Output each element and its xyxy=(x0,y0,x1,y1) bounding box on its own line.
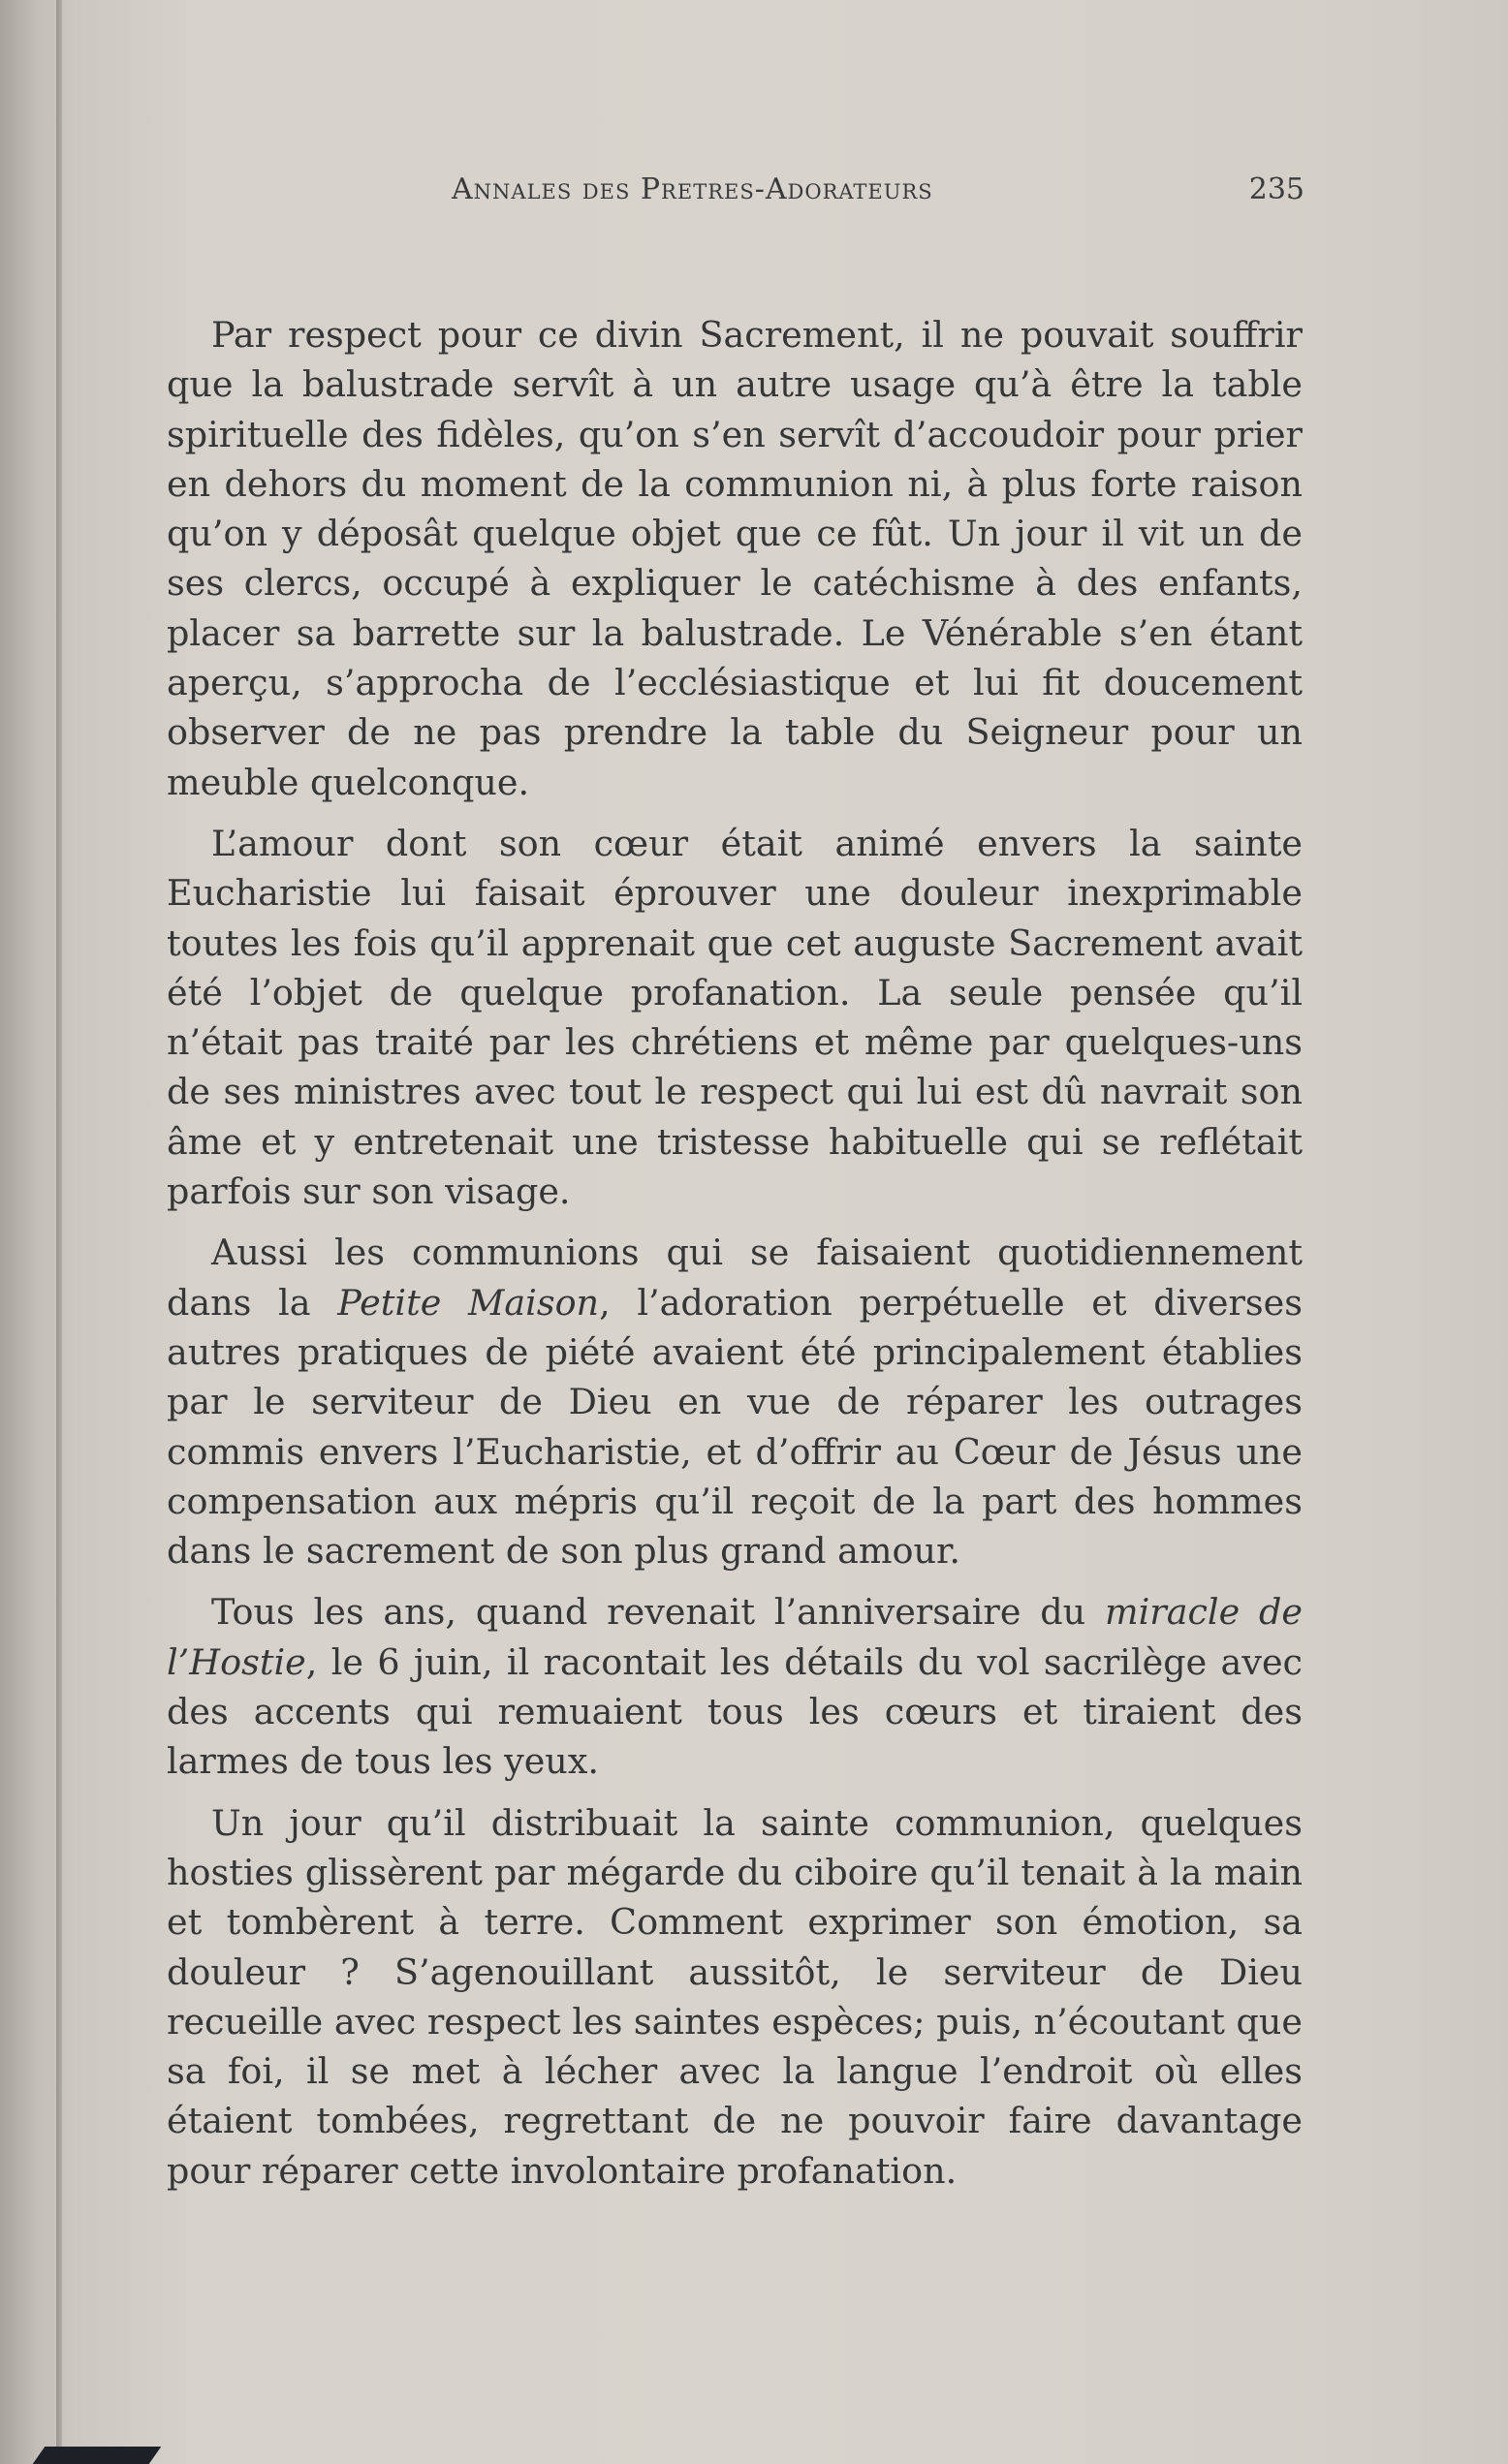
running-title: Annales des Pretres-Adorateurs xyxy=(452,172,933,206)
page-header xyxy=(452,172,1304,215)
paragraph-3-start: Aussi les communions qui se faisaient quotidiennement dans la xyxy=(167,1232,1303,1324)
italic-phrase-miracle: miracle de l’Hostie xyxy=(167,1591,1304,1683)
italic-phrase-petite-maison: Petite Maison xyxy=(337,1281,600,1324)
page-number: 235 xyxy=(1248,172,1304,206)
paragraph-1: Par respect pour ce divin Sacrement, il ne pouvait souffrir que la balustrade servît à un autre usage qu’à être la table spirituelle des fidèles, qu’on s’en servît d’accoudoir pour prier en dehors du moment de la communion ni, à plus forte raison qu’on y déposât quelque objet que ce fût. Un jour il vit un de ses clercs, occupé à expliquer le catéchisme à des enfants, placer sa barrette sur la balustrade. Le Vénérable s’en étant aperçu, s’approcha de l’ecclésiastique et lui fit doucement observer de ne pas prendre la table du Seigneur pour un meuble quelconque. xyxy=(167,314,1303,803)
body-text xyxy=(167,310,1303,2207)
paragraph-5: Un jour qu’il distribuait la sainte communion, quelques hosties glissèrent par mégarde du ciboire qu’il tenait à la main et tombèrent à terre. Comment exprimer son émotion, sa douleur ? S’agenouillant aussitôt, le serviteur de Dieu recueille avec respect les saintes espèces; puis, n’écoutant que sa foi, il se met à lécher avec la langue l’endroit où elles étaient tombées, regrettant de ne pouvoir faire davantage pour réparer cette involontaire profanation. xyxy=(167,1801,1303,2192)
paragraph-3-end: , l’adoration perpétuelle et diverses autres pratiques de piété avaient été principalement établies par le serviteur de Dieu en vue de réparer les outrages commis envers l’Eucharistie, et d’offrir au Cœur de Jésus une compensation aux mépris qu’il reçoit de la part des hommes dans le sacrement de son plus grand amour. xyxy=(167,1281,1303,1573)
paragraph-2: L’amour dont son cœur était animé envers la sainte Eucharistie lui faisait éprouver une douleur inexprimable toutes les fois qu’il apprenait que cet auguste Sacrement avait été l’objet de quelque profanation. La seule pensée qu’il n’était pas traité par les chrétiens et même par quelques-uns de ses ministres avec tout le respect qui lui est dû navrait son âme et y entretenait une tristesse habituelle qui se reflétait parfois sur son visage. xyxy=(167,822,1303,1213)
paragraph-4 xyxy=(167,1587,1303,1786)
paragraph-4-end: , le 6 juin, il racontait les détails du vol sacrilège avec des accents qui remuaient tous les cœurs et tiraient des larmes de tous les yeux. xyxy=(167,1640,1303,1783)
page-corner-shadow xyxy=(33,2447,162,2464)
paragraph-4-start: Tous les ans, quand revenait l’anniversaire du xyxy=(211,1591,1105,1634)
page-binding-shadow xyxy=(0,0,39,2464)
paragraph-3 xyxy=(167,1228,1303,1575)
page-binding-edge xyxy=(56,0,62,2464)
